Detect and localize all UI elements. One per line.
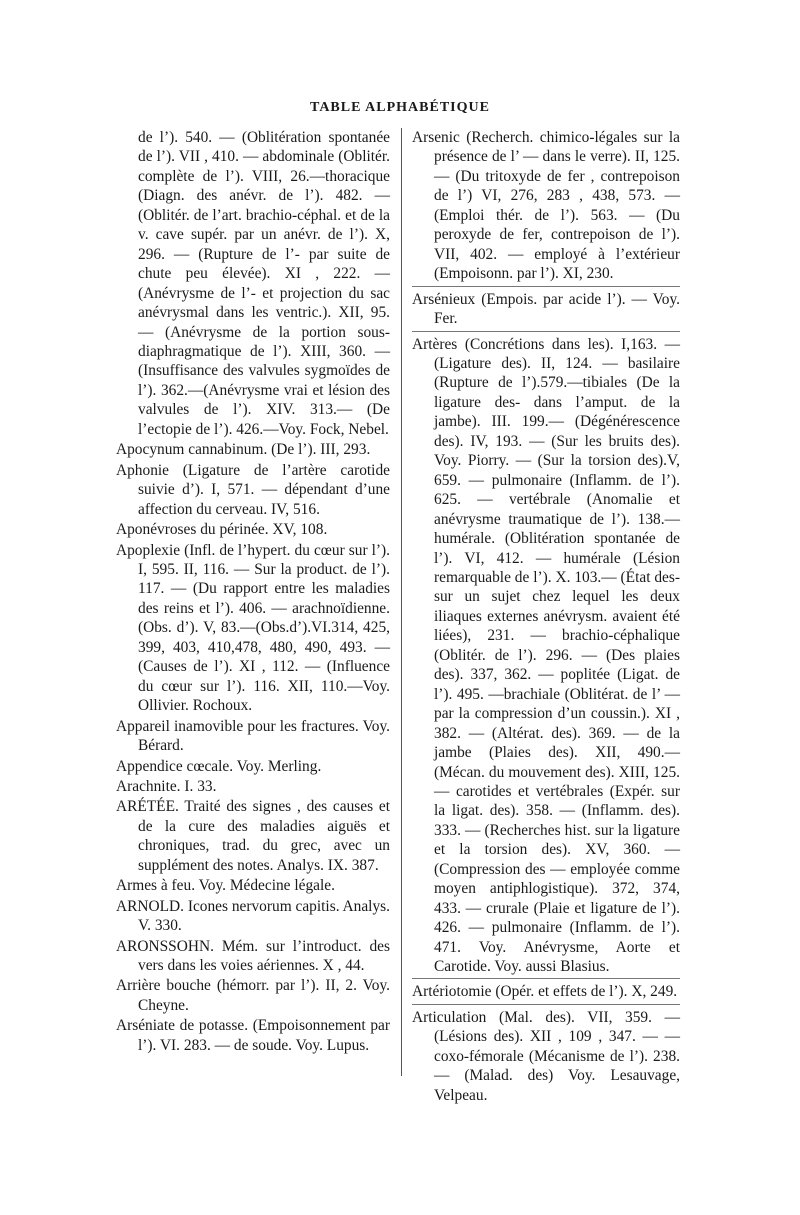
index-entry: Articulation (Mal. des). VII, 359. — (Lésions des). XII , 109 , 347. — — coxo-fémorale (Mécanisme de l’). 238. — (Malad. des) Voy. Lesauvage, Velpeau. xyxy=(412,1008,680,1104)
index-entry: Arsénieux (Empois. par acide l’). — Voy. Fer. xyxy=(412,290,680,328)
index-entry: de l’). 540. — (Oblitération spontanée de l’). VII , 410. — abdominale (Oblitér. complète de l’). VIII, 26.—thoracique (Diagn. des anévr. de l’). 482. — (Oblitér. de l’art. brachio-céphal. et de la v. cave supér. par un anévr. de l’). X, 296. — (Rupture de l’- par suite de chute peu élevée). XI , 222. — (Anévrysme de l’- et projection du sac anévrysmal dans les ventric.). XII, 95. — (Anévrysme de la portion sous-diaphragmatique de l’). XIII, 360. — (Insuffisance des valvules sygmoïdes de l’). 362.—(Anévrysme vrai et lésion des valvules de l’). XIV. 313.— (De l’ectopie de l’). 426.—Voy. Fock, Nebel. xyxy=(138,129,390,438)
index-entry: Appendice cœcale. Voy. Merling. xyxy=(116,757,322,775)
index-entry: Arsenic (Recherch. chimico-légales sur la présence de l’ — dans le verre). II, 125. — (Du tritoxyde de fer , contrepoison de l’) VI, 276, 283 , 438, 573. — (Emploi thér. de l’). 563. — (Du peroxyde de fer, contrepoison de l’). VII, 402. — employé à l’extérieur (Empoisonn. par l’). XI, 230. xyxy=(412,129,680,283)
entry-separator xyxy=(412,286,680,287)
index-entry: Arachnite. I. 33. xyxy=(116,777,217,795)
entry-separator xyxy=(412,1004,680,1005)
index-entry: ARONSSOHN. Mém. sur l’introduct. des vers dans les voies aériennes. X , 44. xyxy=(116,937,390,975)
index-entry: Artères (Concrétions dans les). I,163. — (Ligature des). II, 124. — basilaire (Rupture de l’).579.—tibiales (De la ligature des- dans l’amput. de la jambe). III. 199.— (Dégénérescence des). IV, 193. — (Sur les bruits des). Voy. Piorry. — (Sur la torsion des).V, 659. — pulmonaire (Inflamm. de l’). 625. — vertébrale (Anomalie et anévrysme traumatique de l’). 138.— humérale. (Oblitération spontanée de l’). VI, 412. — humérale (Lésion remarquable de l’). X. 103.— (État des- sur un sujet chez lequel les deux iliaques externes anévrysm. avaient été liées), 231. — brachio-céphalique (Oblitér. de l’). 296. — (Des plaies des). 337, 362. — poplitée (Ligat. de l’). 495. —brachiale (Oblitérat. de l’ — par la compression d’un coussin.). XI , 382. — (Altérat. des). 369. — de la jambe (Plaies des). XII, 490.— (Mécan. du mouvement des). XIII, 125. — carotides et vertébrales (Expér. sur la ligat. des). 358. — (Inflamm. des). 333. — (Recherches hist. sur la ligature et la torsion des). XV, 360. — (Compression des — employée comme moyen antiphlogistique). 372, 374, 433. — crurale (Plaie et ligature de l’). 426. — pulmonaire (Inflamm. de l’). 471. Voy. Anévrysme, Aorte et Carotide. Voy. aussi Blasius. xyxy=(412,335,680,976)
index-entry: Aponévroses du périnée. XV, 108. xyxy=(116,521,328,539)
left-column xyxy=(116,128,390,1056)
entry-separator xyxy=(412,978,680,979)
index-entry: Apoplexie (Infl. de l’hypert. du cœur sur l’). I, 595. II, 116. — Sur la product. de l’). 117. — (Du rapport entre les maladies des reins et l’). 406. — arachnoïdienne. (Obs. d’). V, 83.—(Obs.d’).VI.314, 425, 399, 403, 410,478, 480, 490, 493. — (Causes de l’). XI , 112. — (Influence du cœur sur l’). 116. XII, 110.—Voy. Ollivier. Rochoux. xyxy=(116,541,390,715)
right-column xyxy=(412,128,680,1106)
index-entry: Appareil inamovible pour les fractures. Voy. Bérard. xyxy=(116,717,390,755)
page-header: TABLE ALPHABÉTIQUE xyxy=(310,100,490,115)
index-entry: Artériotomie (Opér. et effets de l’). X, 249. xyxy=(412,983,678,1001)
index-entry: ARNOLD. Icones nervorum capitis. Analys. V. 330. xyxy=(116,897,390,935)
index-entry: Apocynum cannabinum. (De l’). III, 293. xyxy=(116,441,371,459)
index-entry: ARÉTÉE. Traité des signes , des causes et de la cure des maladies aiguës et chroniques, trad. du grec, avec un supplément des notes. Analys. IX. 387. xyxy=(116,798,390,874)
index-entry: Arséniate de potasse. (Empoisonnement par l’). VI. 283. — de soude. Voy. Lupus. xyxy=(116,1017,390,1054)
column-divider xyxy=(401,128,402,1076)
index-entry: Arrière bouche (hémorr. par l’). II, 2. Voy. Cheyne. xyxy=(116,977,390,1014)
entry-separator xyxy=(412,331,680,332)
index-entry: Armes à feu. Voy. Médecine légale. xyxy=(116,877,335,895)
index-entry: Aphonie (Ligature de l’artère carotide suivie d’). I, 571. — dépendant d’une affection du cerveau. IV, 516. xyxy=(116,461,390,518)
